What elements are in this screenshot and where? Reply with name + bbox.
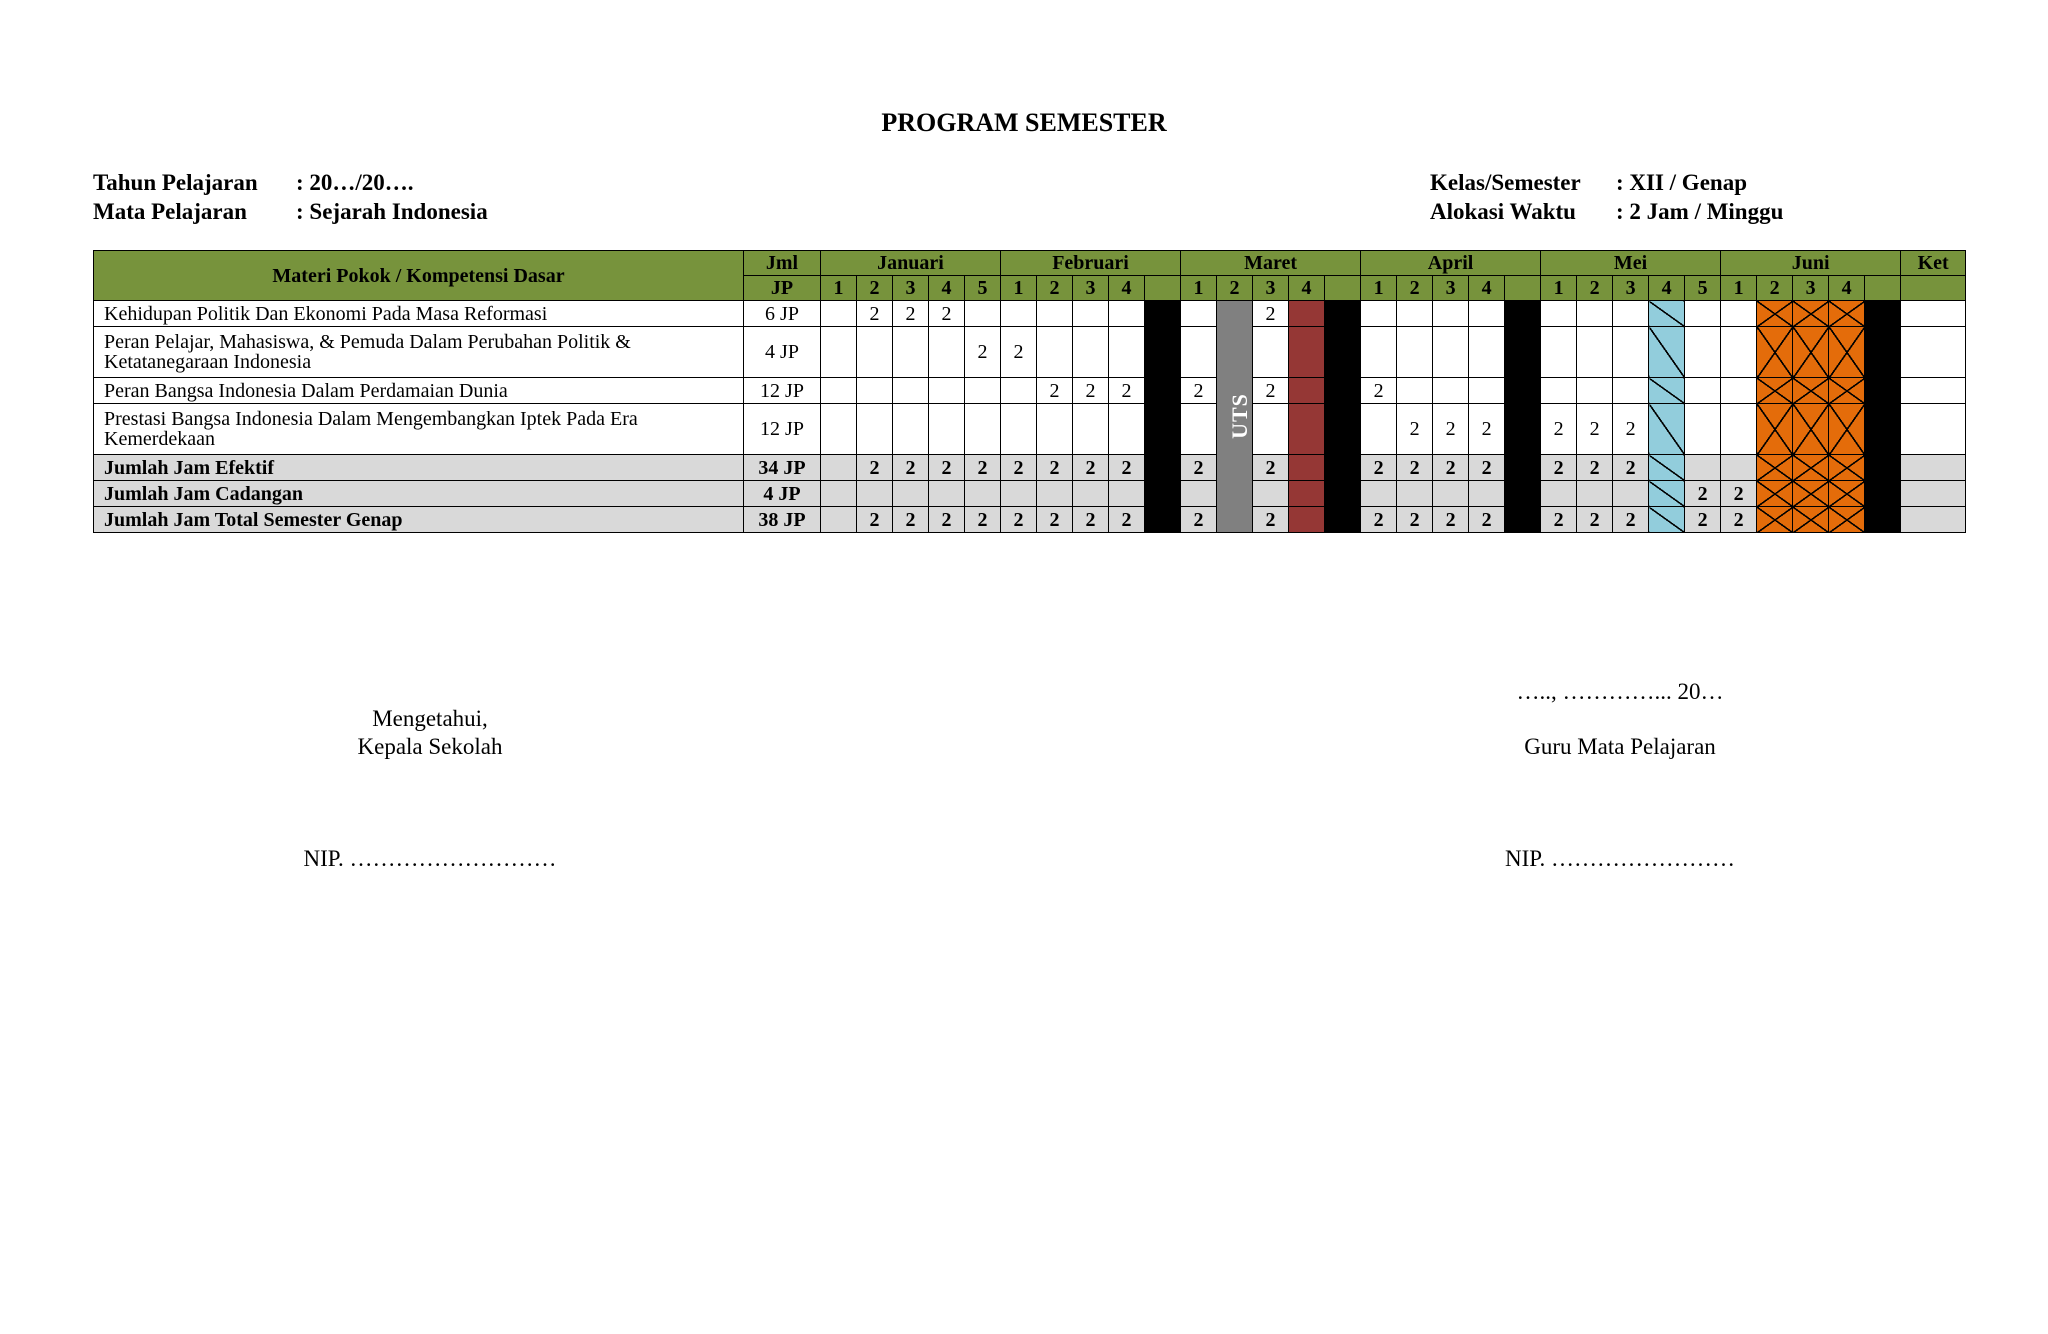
- week-cell: [1361, 327, 1397, 378]
- week-cell: 2: [1613, 507, 1649, 533]
- meta-left: [93, 168, 488, 226]
- table-row: [94, 301, 1966, 327]
- materi-cell: Peran Pelajar, Mahasiswa, & Pemuda Dalam Perubahan Politik & Ketatanegaraan Indonesia: [94, 327, 744, 378]
- week-header: 2: [857, 276, 893, 301]
- week-cell: 2: [1541, 455, 1577, 481]
- week-cell: 2: [1397, 455, 1433, 481]
- week-cell: [929, 378, 965, 404]
- week-cell: [1109, 327, 1145, 378]
- month-header: Mei: [1541, 251, 1721, 276]
- week-cell: 2: [1073, 455, 1109, 481]
- week-cell: [857, 404, 893, 455]
- week-cell: [1865, 404, 1901, 455]
- week-cell: [821, 507, 857, 533]
- week-cell: [1829, 404, 1865, 455]
- jp-cell: 6 JP: [744, 301, 821, 327]
- week-cell: [1793, 481, 1829, 507]
- week-cell: [1253, 481, 1289, 507]
- ket-cell: [1901, 301, 1966, 327]
- week-cell: [1505, 507, 1541, 533]
- week-cell: [1577, 481, 1613, 507]
- table-row: [94, 481, 1966, 507]
- week-cell: [857, 481, 893, 507]
- week-cell: 2: [1397, 507, 1433, 533]
- week-cell: 2: [1433, 507, 1469, 533]
- week-cell: 2: [1685, 507, 1721, 533]
- week-cell: [857, 378, 893, 404]
- week-cell: 2: [929, 301, 965, 327]
- week-header: 5: [1685, 276, 1721, 301]
- week-cell: [1397, 378, 1433, 404]
- week-cell: 2: [1577, 507, 1613, 533]
- week-cell: [965, 378, 1001, 404]
- uts-label: UTS: [1226, 393, 1252, 439]
- alokasi-value: : 2 Jam / Minggu: [1616, 199, 1784, 224]
- week-cell: [1865, 378, 1901, 404]
- week-header: 2: [1397, 276, 1433, 301]
- week-cell: 2: [1541, 507, 1577, 533]
- week-cell: [1037, 327, 1073, 378]
- week-cell: [1577, 327, 1613, 378]
- week-cell: [1037, 301, 1073, 327]
- week-cell: [1505, 378, 1541, 404]
- week-cell: [1505, 455, 1541, 481]
- week-cell: [893, 378, 929, 404]
- tahun-value: : 20…/20….: [296, 170, 414, 195]
- week-cell: [857, 327, 893, 378]
- week-cell: [929, 481, 965, 507]
- week-cell: [1325, 301, 1361, 327]
- week-cell: [1325, 378, 1361, 404]
- week-cell: [1073, 481, 1109, 507]
- week-cell: 2: [1397, 404, 1433, 455]
- week-cell: [1757, 378, 1793, 404]
- week-cell: [1325, 327, 1361, 378]
- week-cell: [1649, 455, 1685, 481]
- week-cell: [1829, 507, 1865, 533]
- semester-table: [93, 250, 1966, 533]
- week-cell: [929, 327, 965, 378]
- week-header: 3: [1613, 276, 1649, 301]
- week-cell: [1145, 378, 1181, 404]
- week-header: 3: [1793, 276, 1829, 301]
- week-cell: 2: [1181, 378, 1217, 404]
- week-header: 1: [821, 276, 857, 301]
- week-cell: [1613, 481, 1649, 507]
- week-cell: [821, 404, 857, 455]
- week-cell: [1757, 327, 1793, 378]
- week-header: 1: [1541, 276, 1577, 301]
- week-cell: [1793, 301, 1829, 327]
- week-cell: [1397, 481, 1433, 507]
- week-cell: 2: [1037, 507, 1073, 533]
- week-header: 4: [1829, 276, 1865, 301]
- week-cell: 2: [893, 507, 929, 533]
- week-cell: [1145, 455, 1181, 481]
- week-cell: 2: [1253, 455, 1289, 481]
- week-cell: 2: [857, 301, 893, 327]
- week-cell: [821, 378, 857, 404]
- week-cell: [1793, 327, 1829, 378]
- week-cell: 2: [1109, 455, 1145, 481]
- week-cell: [1649, 327, 1685, 378]
- month-header: Maret: [1181, 251, 1361, 276]
- week-cell: [1757, 404, 1793, 455]
- week-cell: [1181, 404, 1217, 455]
- week-cell: [1325, 481, 1361, 507]
- week-cell: [1685, 455, 1721, 481]
- week-header: [1505, 276, 1541, 301]
- week-cell: [1541, 481, 1577, 507]
- week-cell: [1613, 327, 1649, 378]
- month-header: Juni: [1721, 251, 1901, 276]
- week-cell: 2: [1361, 507, 1397, 533]
- week-cell: [1685, 378, 1721, 404]
- guru-mapel-text: Guru Mata Pelajaran: [1524, 734, 1716, 759]
- jp-cell: 34 JP: [744, 455, 821, 481]
- week-cell: [1289, 507, 1325, 533]
- week-cell: [1109, 301, 1145, 327]
- week-cell: [1505, 327, 1541, 378]
- week-header: 1: [1001, 276, 1037, 301]
- page-title: PROGRAM SEMESTER: [881, 108, 1167, 137]
- week-cell: [1145, 404, 1181, 455]
- week-cell: [1037, 404, 1073, 455]
- month-header: April: [1361, 251, 1541, 276]
- week-cell: [1793, 404, 1829, 455]
- week-cell: [1397, 327, 1433, 378]
- jp-cell: 4 JP: [744, 327, 821, 378]
- week-cell: [1397, 301, 1433, 327]
- week-cell: [1361, 481, 1397, 507]
- week-cell: [821, 301, 857, 327]
- week-cell: 2: [1685, 481, 1721, 507]
- week-cell: [1865, 327, 1901, 378]
- week-cell: [1793, 507, 1829, 533]
- week-cell: [1433, 301, 1469, 327]
- week-cell: [1469, 481, 1505, 507]
- week-cell: 2: [1253, 378, 1289, 404]
- week-cell: 2: [1541, 404, 1577, 455]
- week-cell: [1289, 404, 1325, 455]
- week-cell: 2: [1037, 378, 1073, 404]
- week-cell: [1289, 481, 1325, 507]
- week-cell: [1685, 301, 1721, 327]
- week-cell: 2: [1001, 507, 1037, 533]
- week-cell: 2: [1613, 404, 1649, 455]
- week-cell: [1109, 404, 1145, 455]
- week-cell: [1145, 301, 1181, 327]
- week-cell: [1469, 378, 1505, 404]
- week-cell: [1289, 301, 1325, 327]
- week-cell: [1829, 455, 1865, 481]
- week-cell: 2: [893, 455, 929, 481]
- week-header: 4: [1289, 276, 1325, 301]
- week-cell: [1649, 378, 1685, 404]
- materi-cell: Jumlah Jam Efektif: [94, 455, 744, 481]
- week-cell: [1721, 378, 1757, 404]
- week-cell: [1793, 455, 1829, 481]
- week-header: [1325, 276, 1361, 301]
- week-cell: 2: [1721, 507, 1757, 533]
- week-cell: [1721, 455, 1757, 481]
- nip-right: NIP. ……………………: [1504, 846, 1735, 871]
- week-cell: 2: [893, 301, 929, 327]
- materi-cell: Jumlah Jam Cadangan: [94, 481, 744, 507]
- header-jml: Jml: [744, 251, 821, 276]
- kelas-label: Kelas/Semester: [1430, 170, 1581, 195]
- table-row: [94, 327, 1966, 378]
- week-cell: 2: [1433, 455, 1469, 481]
- week-cell: 2: [965, 507, 1001, 533]
- week-cell: [821, 455, 857, 481]
- week-cell: [1181, 481, 1217, 507]
- header-ket-blank: [1901, 276, 1966, 301]
- week-cell: [1793, 378, 1829, 404]
- nip-left: NIP. ………………………: [303, 846, 557, 871]
- week-cell: [1649, 481, 1685, 507]
- kelas-value: : XII / Genap: [1616, 170, 1747, 195]
- week-cell: [1145, 481, 1181, 507]
- week-cell: 2: [1181, 507, 1217, 533]
- ket-cell: [1901, 378, 1966, 404]
- week-cell: [1649, 507, 1685, 533]
- week-header: 4: [1649, 276, 1685, 301]
- week-cell: [1865, 507, 1901, 533]
- week-cell: [1037, 481, 1073, 507]
- month-header: Februari: [1001, 251, 1181, 276]
- week-cell: 2: [1001, 455, 1037, 481]
- mapel-value: : Sejarah Indonesia: [296, 199, 488, 224]
- week-cell: [1541, 378, 1577, 404]
- week-cell: 2: [1433, 404, 1469, 455]
- week-cell: [1829, 481, 1865, 507]
- week-cell: [1001, 404, 1037, 455]
- week-cell: [1757, 301, 1793, 327]
- alokasi-label: Alokasi Waktu: [1430, 199, 1576, 224]
- mapel-label: Mata Pelajaran: [93, 199, 247, 224]
- week-cell: [1073, 301, 1109, 327]
- week-cell: [929, 404, 965, 455]
- month-header: Januari: [821, 251, 1001, 276]
- meta-right: [1430, 168, 1783, 226]
- week-cell: [1865, 481, 1901, 507]
- jp-cell: 4 JP: [744, 481, 821, 507]
- jp-cell: 12 JP: [744, 378, 821, 404]
- materi-cell: Prestasi Bangsa Indonesia Dalam Mengembangkan Iptek Pada Era Kemerdekaan: [94, 404, 744, 455]
- uts-cell: [1217, 301, 1253, 533]
- ket-cell: [1901, 507, 1966, 533]
- week-cell: [1469, 301, 1505, 327]
- week-cell: 2: [1361, 455, 1397, 481]
- week-cell: [1361, 404, 1397, 455]
- week-cell: [1109, 481, 1145, 507]
- table-row: [94, 507, 1966, 533]
- week-cell: 2: [1613, 455, 1649, 481]
- week-cell: [1829, 301, 1865, 327]
- week-cell: 2: [857, 507, 893, 533]
- week-cell: [1577, 301, 1613, 327]
- week-cell: [1325, 507, 1361, 533]
- week-cell: [821, 327, 857, 378]
- week-cell: [821, 481, 857, 507]
- week-header: 3: [1253, 276, 1289, 301]
- mengetahui-text: Mengetahui,: [372, 706, 488, 731]
- week-cell: [1541, 301, 1577, 327]
- week-cell: [1325, 455, 1361, 481]
- week-cell: [1433, 327, 1469, 378]
- week-cell: [1721, 301, 1757, 327]
- week-cell: [1865, 301, 1901, 327]
- week-cell: 2: [1469, 455, 1505, 481]
- week-cell: [893, 404, 929, 455]
- week-cell: [1181, 327, 1217, 378]
- week-cell: [1829, 378, 1865, 404]
- week-cell: [1613, 378, 1649, 404]
- week-cell: [1757, 455, 1793, 481]
- header-jp: JP: [744, 276, 821, 301]
- week-cell: [1145, 507, 1181, 533]
- week-header: 3: [1073, 276, 1109, 301]
- week-cell: [1073, 327, 1109, 378]
- week-cell: 2: [929, 507, 965, 533]
- week-cell: 2: [1253, 301, 1289, 327]
- week-header: 1: [1361, 276, 1397, 301]
- week-cell: 2: [1109, 507, 1145, 533]
- week-cell: 2: [1361, 378, 1397, 404]
- week-cell: [1289, 378, 1325, 404]
- materi-cell: Kehidupan Politik Dan Ekonomi Pada Masa Reformasi: [94, 301, 744, 327]
- week-cell: 2: [1037, 455, 1073, 481]
- table-row: [94, 378, 1966, 404]
- ket-cell: [1901, 404, 1966, 455]
- week-cell: [1001, 481, 1037, 507]
- jp-cell: 12 JP: [744, 404, 821, 455]
- table-row: [94, 404, 1966, 455]
- week-cell: [965, 404, 1001, 455]
- week-cell: [1829, 327, 1865, 378]
- week-cell: [1613, 301, 1649, 327]
- week-header: 3: [893, 276, 929, 301]
- tahun-label: Tahun Pelajaran: [93, 170, 258, 195]
- week-cell: 2: [965, 327, 1001, 378]
- week-header: [1145, 276, 1181, 301]
- kepala-sekolah-text: Kepala Sekolah: [357, 734, 503, 759]
- week-cell: 2: [1577, 455, 1613, 481]
- week-cell: [1865, 455, 1901, 481]
- week-cell: [1433, 378, 1469, 404]
- week-cell: [1361, 301, 1397, 327]
- week-header: 1: [1721, 276, 1757, 301]
- week-cell: [1145, 327, 1181, 378]
- week-cell: 2: [1253, 507, 1289, 533]
- week-cell: [965, 481, 1001, 507]
- table-row: [94, 455, 1966, 481]
- week-header: 2: [1757, 276, 1793, 301]
- week-cell: [1721, 327, 1757, 378]
- ket-cell: [1901, 481, 1966, 507]
- materi-cell: Jumlah Jam Total Semester Genap: [94, 507, 744, 533]
- week-header: 4: [929, 276, 965, 301]
- week-cell: 2: [965, 455, 1001, 481]
- ket-cell: [1901, 327, 1966, 378]
- jp-cell: 38 JP: [744, 507, 821, 533]
- week-cell: [1649, 404, 1685, 455]
- week-cell: [1001, 301, 1037, 327]
- week-cell: [1505, 301, 1541, 327]
- materi-cell: Peran Bangsa Indonesia Dalam Perdamaian Dunia: [94, 378, 744, 404]
- week-header: 4: [1109, 276, 1145, 301]
- week-cell: [1001, 378, 1037, 404]
- signature-date: ….., …………... 20…: [1516, 679, 1724, 704]
- header-ket: Ket: [1901, 251, 1966, 276]
- week-cell: 2: [857, 455, 893, 481]
- week-cell: [1721, 404, 1757, 455]
- week-cell: [893, 327, 929, 378]
- week-cell: [1577, 378, 1613, 404]
- week-cell: [1073, 404, 1109, 455]
- week-cell: [1325, 404, 1361, 455]
- week-header: [1865, 276, 1901, 301]
- week-cell: 2: [1721, 481, 1757, 507]
- week-cell: [1757, 481, 1793, 507]
- week-cell: [1289, 455, 1325, 481]
- signature-left: [330, 705, 530, 761]
- week-cell: [1757, 507, 1793, 533]
- week-header: 2: [1037, 276, 1073, 301]
- week-cell: 2: [1469, 404, 1505, 455]
- week-header: 3: [1433, 276, 1469, 301]
- ket-cell: [1901, 455, 1966, 481]
- week-cell: [1685, 404, 1721, 455]
- week-cell: 2: [1577, 404, 1613, 455]
- week-cell: [1289, 327, 1325, 378]
- week-header: 5: [965, 276, 1001, 301]
- week-cell: [965, 301, 1001, 327]
- week-cell: [1181, 301, 1217, 327]
- week-cell: 2: [1181, 455, 1217, 481]
- week-cell: [1541, 327, 1577, 378]
- week-cell: [1433, 481, 1469, 507]
- week-cell: 2: [1073, 507, 1109, 533]
- week-header: 2: [1217, 276, 1253, 301]
- week-header: 1: [1181, 276, 1217, 301]
- week-header: 4: [1469, 276, 1505, 301]
- week-cell: 2: [929, 455, 965, 481]
- week-cell: [1469, 327, 1505, 378]
- week-cell: [1253, 404, 1289, 455]
- week-cell: 2: [1073, 378, 1109, 404]
- week-cell: 2: [1469, 507, 1505, 533]
- header-materi: Materi Pokok / Kompetensi Dasar: [94, 251, 744, 301]
- week-cell: [1649, 301, 1685, 327]
- week-cell: [893, 481, 929, 507]
- week-cell: [1253, 327, 1289, 378]
- week-cell: [1505, 481, 1541, 507]
- week-cell: 2: [1109, 378, 1145, 404]
- week-cell: [1685, 327, 1721, 378]
- week-cell: 2: [1001, 327, 1037, 378]
- week-cell: [1505, 404, 1541, 455]
- week-header: 2: [1577, 276, 1613, 301]
